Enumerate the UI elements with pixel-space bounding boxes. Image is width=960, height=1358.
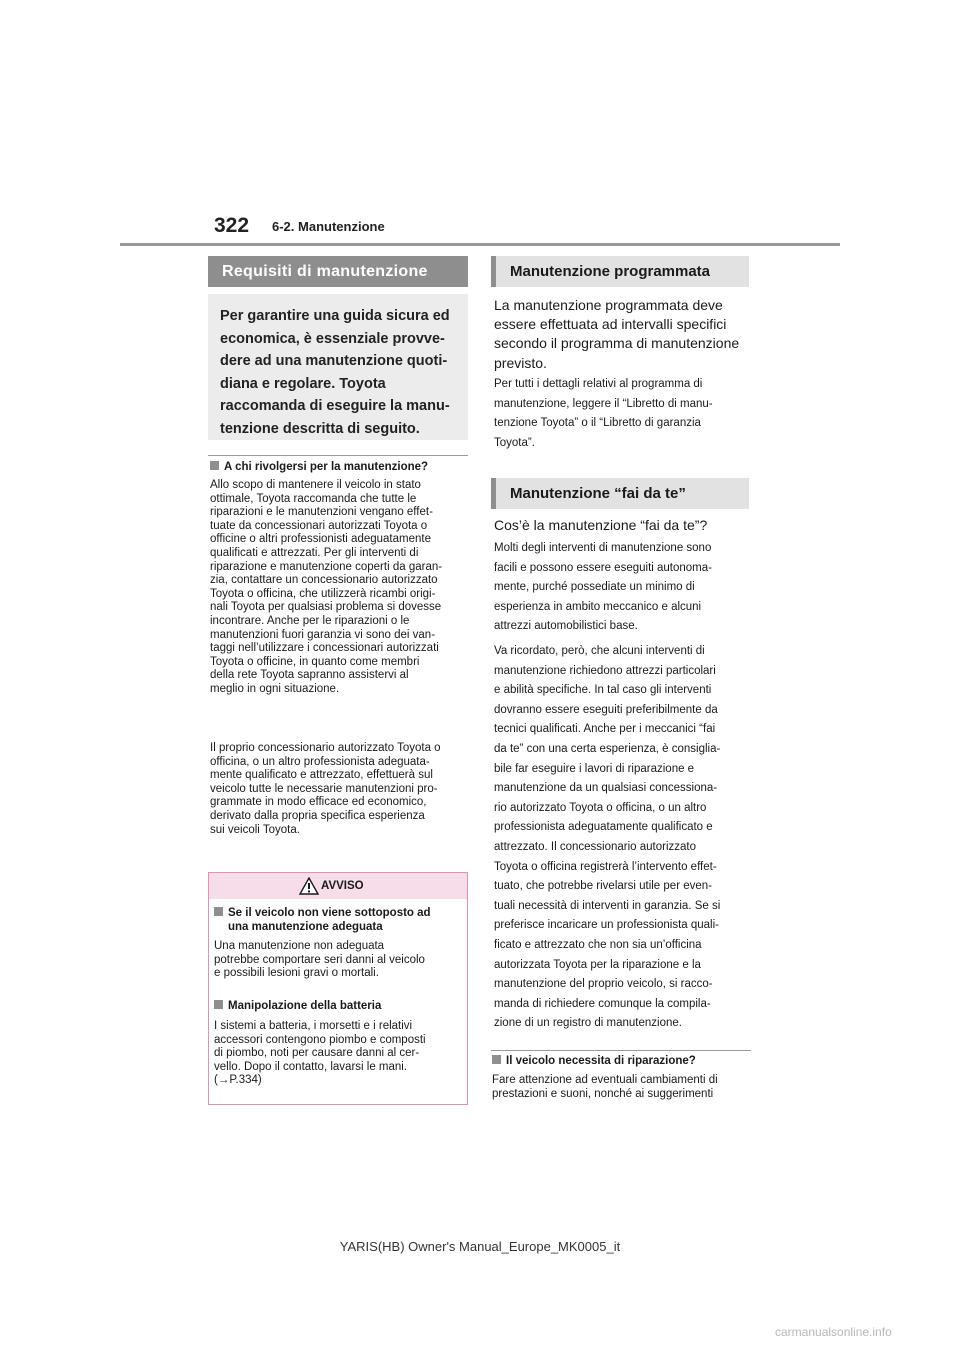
text-line: officina, o un altro professionista adeguata- <box>210 755 430 768</box>
intro-line: economica, è essenziale provve- <box>220 330 445 347</box>
text-line: Molti degli interventi di manutenzione sono <box>494 542 712 554</box>
text-line: riparazione e manutenzione coperti da garan- <box>210 560 443 573</box>
text-line: esperienza in ambito meccanico e alcuni <box>494 600 702 613</box>
paragraph-programma <box>494 375 756 453</box>
text-line: tuate da concessionari autorizzati Toyota o <box>210 519 428 532</box>
text-line: rio autorizzato Toyota o officina, o un altro <box>494 801 707 814</box>
text-line: Una manutenzione non adeguata <box>214 940 385 952</box>
text-line: I sistemi a batteria, i morsetti e i relativi <box>214 1020 413 1032</box>
text-line: da te” con una certa esperienza, è consiglia- <box>494 742 721 755</box>
warning-item-body <box>214 1020 464 1088</box>
text-line: taggi nell’utilizzare i concessionari autorizzati <box>210 642 439 655</box>
intro-line: Per garantire una guida sicura ed <box>220 308 450 324</box>
text-line: secondo il programma di manutenzione <box>494 335 740 352</box>
subsection-heading-text: A chi rivolgersi per la manutenzione? <box>224 461 429 473</box>
square-bullet-icon <box>492 1055 501 1064</box>
section-label: 6-2. Manutenzione <box>272 219 385 234</box>
page-reference-link[interactable]: (→P.334) <box>214 1074 262 1087</box>
text-line: Toyota o officina registrerà l’intervento effet- <box>494 860 717 873</box>
text-line: meglio in ogni situazione. <box>210 682 340 695</box>
text-line: zia, contattare un concessionario autorizzato <box>210 574 438 587</box>
intro-line: tenzione descritta di seguito. <box>220 420 420 437</box>
warning-item-heading <box>214 1000 381 1012</box>
text-line: potrebbe comportare seri danni al veicolo <box>214 953 425 966</box>
text-line: bile far eseguire i lavori di riparazione e <box>494 762 695 775</box>
intro-line: dere ad una manutenzione quoti- <box>220 353 448 369</box>
square-bullet-icon <box>214 1000 223 1009</box>
text-line: attrezzi automobilistici base. <box>494 620 638 633</box>
text-line: professionista adeguatamente qualificato e <box>494 821 713 834</box>
text-line: officine o altri professionisti adeguatamente <box>210 533 431 546</box>
text-line: di piombo, noti per causare danni al cer- <box>214 1047 420 1060</box>
warning-header <box>209 873 467 899</box>
page-number: 322 <box>214 214 250 237</box>
intro-box <box>208 294 468 440</box>
text-line: manutenzione del proprio veicolo, si racco- <box>494 978 713 991</box>
text-line: prestazioni e suoni, nonché ai suggerimenti <box>492 1087 714 1100</box>
text-line: riparazioni e le manutenzioni vengano effet- <box>210 506 433 519</box>
intro-line: diana e regolare. Toyota <box>220 375 386 392</box>
lead-fai-da-te: Cos’è la manutenzione “fai da te”? <box>494 517 708 533</box>
text-line: ottimale, Toyota raccomanda che tutte le <box>210 492 417 505</box>
warning-box <box>208 872 468 1105</box>
warning-item-body <box>214 940 464 981</box>
text-line: manutenzione richiedono attrezzi particolari <box>494 664 716 677</box>
text-line: mente qualificato e attrezzato, effettuerà sul <box>210 769 433 782</box>
watermark: carmanualsonline.info <box>775 1325 892 1339</box>
text-line: della rete Toyota sapranno assistervi al <box>210 669 409 682</box>
text-line: previsto. <box>494 354 547 371</box>
warning-title: AVVISO <box>321 880 364 892</box>
text-line: preferisce incaricare un professionista quali- <box>494 919 719 932</box>
banner-fai-da-te: Manutenzione “fai da te” <box>491 478 749 509</box>
text-line: Va ricordato, però, che alcuni interventi di <box>494 645 705 657</box>
intro-line: raccomanda di eseguire la manu- <box>220 398 450 414</box>
text-line: Allo scopo di mantenere il veicolo in stato <box>210 479 421 491</box>
warning-item-heading <box>214 907 431 934</box>
text-line: Toyota o officine, in quanto come membri <box>210 655 420 668</box>
subsection-heading <box>492 1055 696 1067</box>
text-line: manutenzione, leggere il “Libretto di manu- <box>494 397 713 410</box>
paragraph-attrezzi <box>494 642 756 1034</box>
paragraph-riparazione <box>492 1074 754 1101</box>
square-bullet-icon <box>214 907 223 916</box>
text-line: nali Toyota per qualsiasi problema si dovesse <box>210 601 442 614</box>
text-line: attrezzato. Il concessionario autorizzato <box>494 840 696 853</box>
subsection-heading-text: Il veicolo necessita di riparazione? <box>506 1055 696 1067</box>
text-line: e abilità specifiche. In tal caso gli interventi <box>494 684 712 697</box>
lead-programmata <box>494 296 756 373</box>
text-line: vello. Dopo il contatto, lavarsi le mani. <box>214 1060 408 1073</box>
text-line: Per tutti i dettagli relativi al programma di <box>494 378 703 390</box>
text-line: essere effettuata ad intervalli specifici <box>494 316 727 333</box>
paragraph-dealer-service <box>210 742 472 837</box>
warning-heading-line: Manipolazione della batteria <box>228 1000 382 1012</box>
text-line: autorizzata Toyota per la riparazione e la <box>494 958 701 971</box>
text-line: sui veicoli Toyota. <box>210 823 300 836</box>
square-bullet-icon <box>210 461 219 470</box>
text-line: incontrare. Anche per le riparazioni o le <box>210 614 410 627</box>
text-line: manda di richiedere comunque la compila- <box>494 997 711 1010</box>
footer-manual-id: YARIS(HB) Owner's Manual_Europe_MK0005_it <box>339 1239 621 1254</box>
text-line: Toyota”. <box>494 436 535 449</box>
text-line: Toyota o officina, che utilizzerà ricambi origi- <box>210 587 436 600</box>
banner-manutenzione-programmata: Manutenzione programmata <box>491 256 749 287</box>
header-rule <box>120 243 840 246</box>
text-line: accessori contengono piombo e composti <box>214 1033 426 1046</box>
subsection-heading <box>210 461 428 473</box>
text-line: qualificati e attrezzati. Per gli interventi di <box>210 546 419 559</box>
text-line: Fare attenzione ad eventuali cambiamenti di <box>492 1074 718 1086</box>
text-line: tuato, che potrebbe rivelarsi utile per even- <box>494 880 712 893</box>
text-line: Il proprio concessionario autorizzato Toyota o <box>210 742 441 754</box>
subsection-rule <box>491 1050 751 1051</box>
text-line: grammate in modo efficace ed economico, <box>210 796 427 809</box>
text-line: ficato e attrezzato che non sia un’officina <box>494 938 702 951</box>
paragraph-fai-da-te <box>494 539 756 637</box>
text-line: facili e possono essere eseguiti autonoma- <box>494 561 712 574</box>
text-line: manutenzioni fuori garanzia vi sono dei van- <box>210 628 436 641</box>
text-line: derivato dalla propria specifica esperienza <box>210 809 425 822</box>
paragraph-dealers <box>210 479 472 697</box>
text-line: manutenzione da un qualsiasi concessiona- <box>494 782 718 795</box>
subsection-rule <box>208 455 468 456</box>
text-line: mente, purché possediate un minimo di <box>494 581 695 594</box>
text-line: e possibili lesioni gravi o mortali. <box>214 967 379 980</box>
warning-heading-line: Se il veicolo non viene sottoposto ad <box>228 907 431 919</box>
banner-requisiti: Requisiti di manutenzione <box>208 256 468 287</box>
text-line: dovranno essere eseguiti preferibilmente da <box>494 703 718 716</box>
text-line: tuali necessità di interventi in garanzia. Se si <box>494 899 721 912</box>
text-line: veicolo tutte le necessarie manutenzioni pro- <box>210 782 438 795</box>
text-line: La manutenzione programmata deve <box>494 297 723 313</box>
text-line: tecnici qualificati. Anche per i meccanici “fai <box>494 723 716 736</box>
text-line: tenzione Toyota” o il “Libretto di garanzia <box>494 417 701 430</box>
text-line: zione di un registro di manutenzione. <box>494 1017 682 1030</box>
warning-triangle-icon <box>299 877 319 895</box>
warning-heading-line: una manutenzione adeguata <box>228 920 383 933</box>
